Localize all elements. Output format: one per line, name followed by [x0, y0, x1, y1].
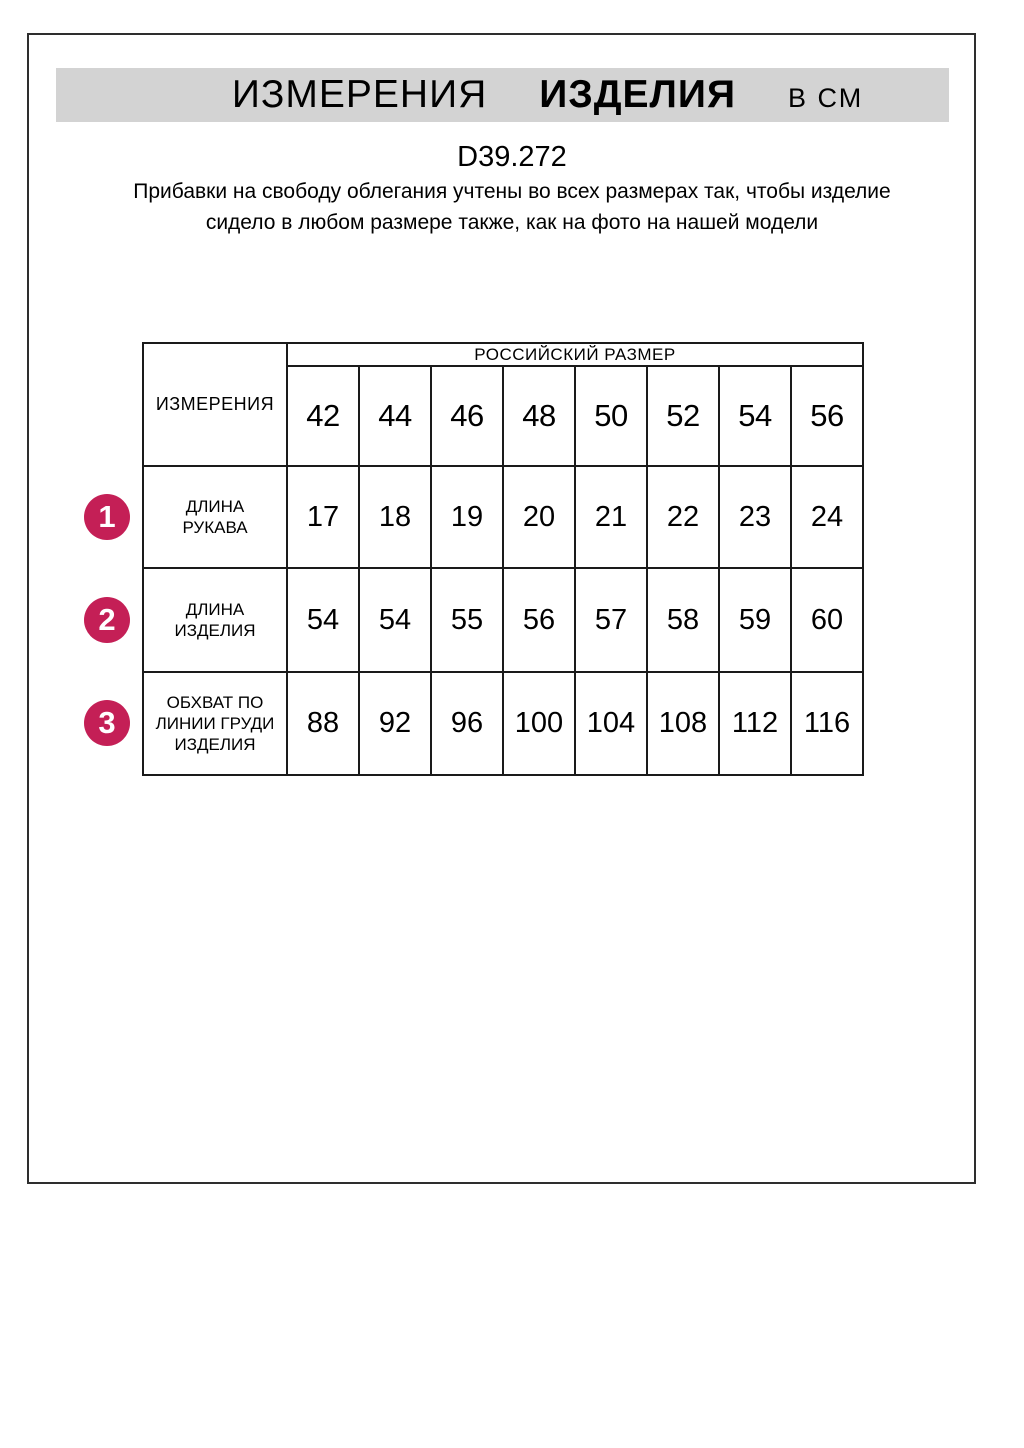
title-bar	[56, 68, 949, 122]
fit-note-text: Прибавки на свободу облегания учтены во всех размерах так, чтобы изделие сидело в любом размере также, как на фото на нашей модели	[133, 180, 891, 234]
value-cell: 112	[719, 672, 791, 775]
value-cell: 54	[359, 568, 431, 672]
value-cell: 108	[647, 672, 719, 775]
value-cell: 20	[503, 466, 575, 568]
page-title-measurements: ИЗМЕРЕНИЯ	[231, 73, 488, 116]
value-cell: 116	[791, 672, 863, 775]
size-header: 56	[791, 366, 863, 466]
corner-label: ИЗМЕРЕНИЯ	[143, 343, 287, 466]
value-cell: 54	[287, 568, 359, 672]
size-header: 52	[647, 366, 719, 466]
page-title-units: В СМ	[787, 83, 864, 113]
size-header: 44	[359, 366, 431, 466]
size-header: 42	[287, 366, 359, 466]
value-cell: 88	[287, 672, 359, 775]
measurements-table	[142, 342, 864, 776]
value-cell: 19	[431, 466, 503, 568]
page-title-product: ИЗДЕЛИЯ	[539, 73, 736, 116]
value-cell: 24	[791, 466, 863, 568]
value-cell: 55	[431, 568, 503, 672]
value-cell: 22	[647, 466, 719, 568]
row-label: ДЛИНА ИЗДЕЛИЯ	[143, 568, 287, 672]
value-cell: 17	[287, 466, 359, 568]
value-cell: 23	[719, 466, 791, 568]
value-cell: 96	[431, 672, 503, 775]
table-row-garment-length	[143, 568, 863, 672]
size-header: 48	[503, 366, 575, 466]
value-cell: 56	[503, 568, 575, 672]
table-row-sleeve-length	[143, 466, 863, 568]
row-marker-badge-1: 1	[84, 494, 130, 540]
product-code: D39.272	[457, 141, 567, 173]
size-header: 50	[575, 366, 647, 466]
row-marker-badge-3: 3	[84, 700, 130, 746]
row-marker-badge-2: 2	[84, 597, 130, 643]
value-cell: 104	[575, 672, 647, 775]
row-label: ОБХВАТ ПО ЛИНИИ ГРУДИ ИЗДЕЛИЯ	[143, 672, 287, 775]
row-label: ДЛИНА РУКАВА	[143, 466, 287, 568]
table-row-chest-girth	[143, 672, 863, 775]
value-cell: 57	[575, 568, 647, 672]
size-header: 46	[431, 366, 503, 466]
value-cell: 18	[359, 466, 431, 568]
value-cell: 92	[359, 672, 431, 775]
value-cell: 60	[791, 568, 863, 672]
size-group-label: РОССИЙСКИЙ РАЗМЕР	[287, 343, 863, 366]
value-cell: 21	[575, 466, 647, 568]
size-group-row	[143, 343, 863, 366]
value-cell: 100	[503, 672, 575, 775]
value-cell: 59	[719, 568, 791, 672]
value-cell: 58	[647, 568, 719, 672]
size-header: 54	[719, 366, 791, 466]
